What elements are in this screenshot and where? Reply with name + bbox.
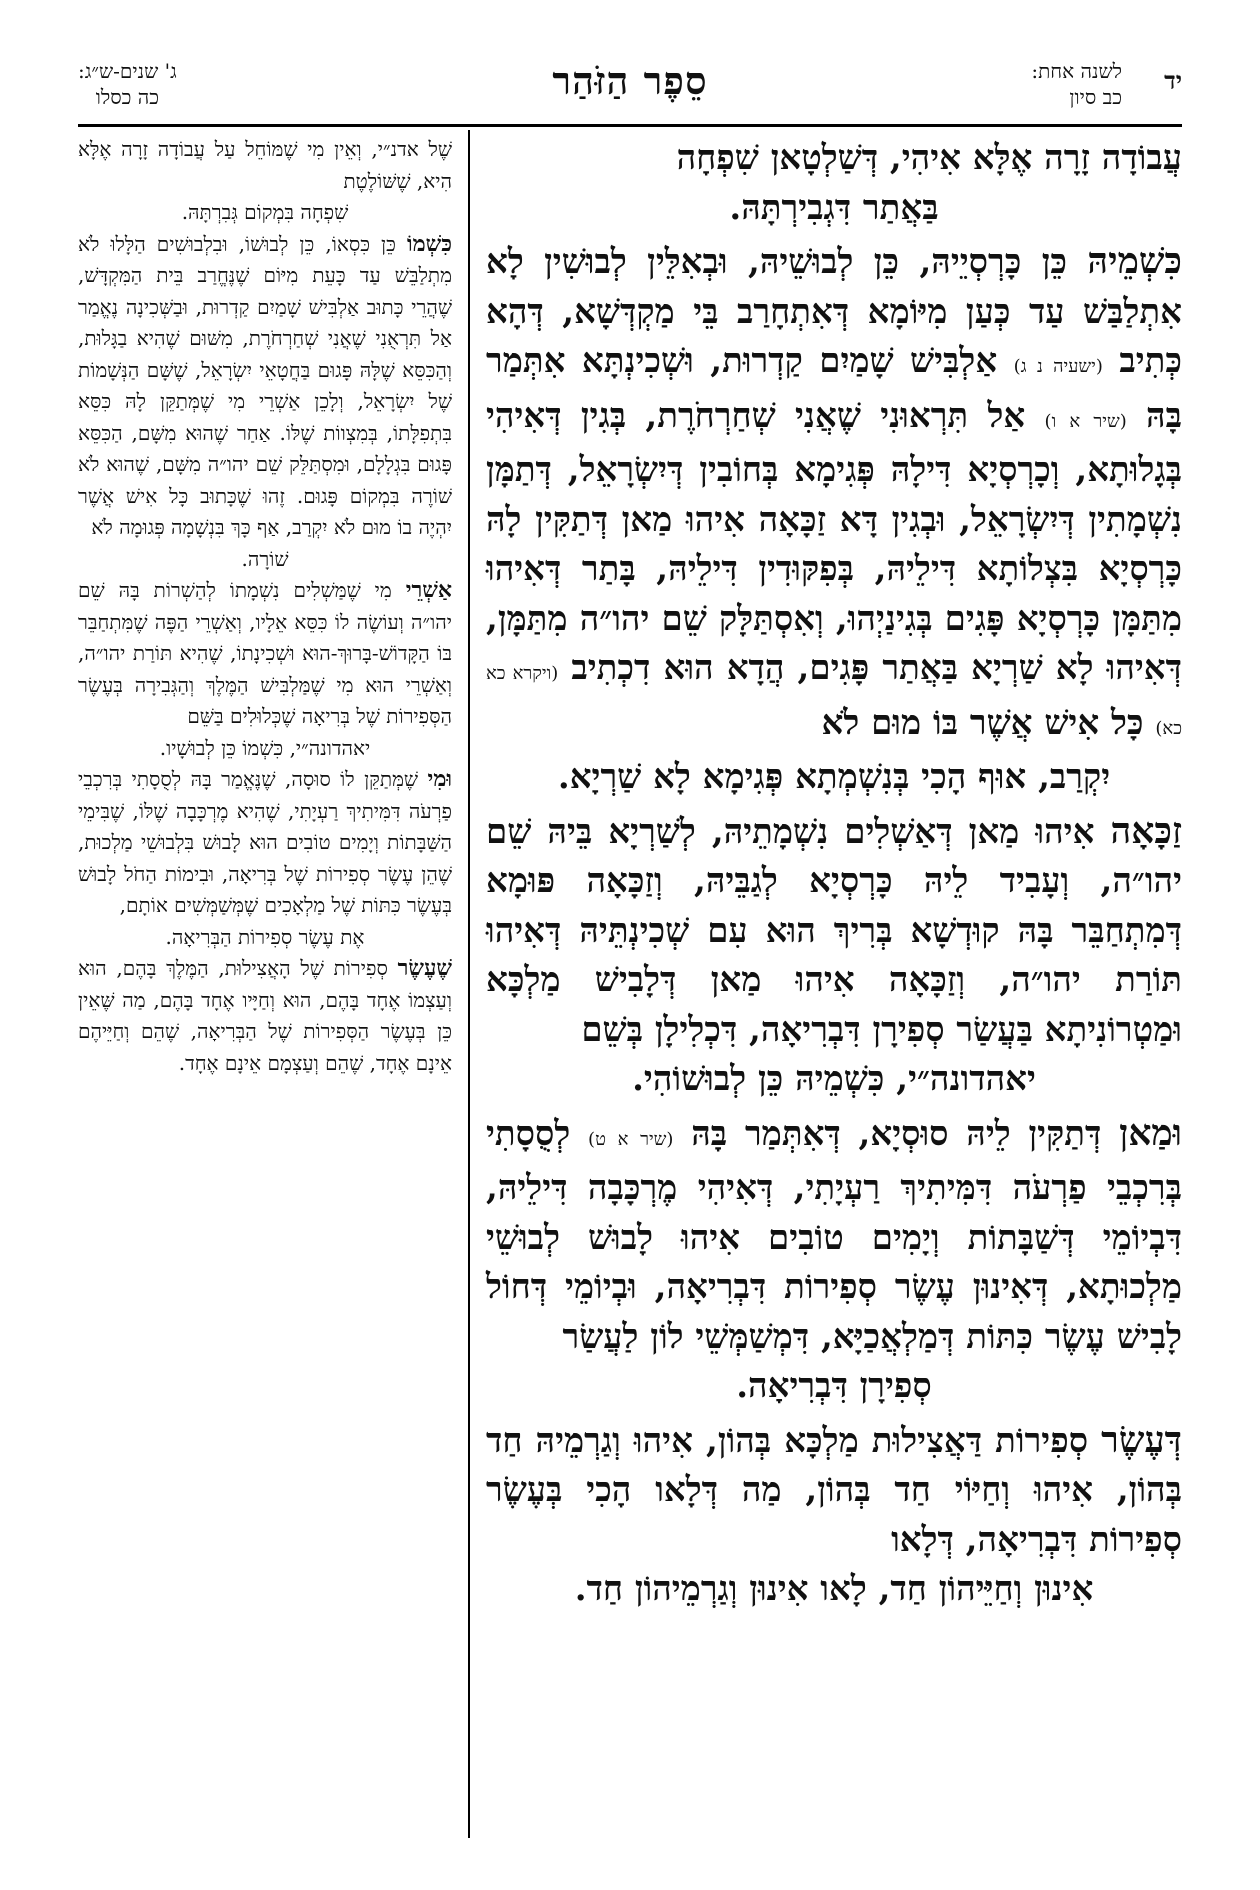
paragraph-text: דְּתַקִּין לֵיהּ סוּסְיָא, דְּאִתְּמַר בָּהּ: [691, 1113, 1102, 1154]
paragraph-text: שֶׁל אדנ״י, וְאֵין מִי שֶׁמּוֹחֵל עַל עֲבוֹדָה זָרָה אֶלָּא הִיא, שֶׁשּׁוֹלֶטֶת: [78, 137, 452, 193]
header-rule: [78, 124, 1182, 127]
paragraph-text: אִיהוּ מַאן דְּאַשְׁלִים נִשְׁמָתֵיהּ, לְשַׁרְיָא בֵּיהּ שֵׁם יהו״ה, וְעָבִיד לֵיהּ כָּרְסְיָא לְגַבֵּיהּ, וְזַכָּאָה פּוּמָא דְּמִתְחַבֵּר בָּהּ קוּדְשָׁא בְּרִיךְ הוּא עִם שְׁכִינְתֵּיהּ דְּאִיהוּ תּוֹרַת יהו״ה, וְזַכָּאָה אִיהוּ מַאן דְּלָבִישׁ מַלְכָּא וּמַטְרוֹנִיתָא בַּעֲשַׂר סְפִירָן דִּבְרִיאָה, דִּכְלִילָן בְּשֵׁם: [486, 811, 1182, 1050]
paragraph-text: סְפִירוֹת דַּאֲצִילוּת מַלְכָּא בְּהוֹן, אִיהוּ וְגַרְמֵיהּ חַד בְּהוֹן, אִיהוּ וְחַיּוֹי חַד בְּהוֹן, מַה דְּלָאו הָכִי בְּעֶשֶׂר סְפִירוֹת דִּבְרִיאָה, דְּלָאו: [486, 1420, 1182, 1560]
main-paragraph: [486, 134, 1182, 233]
paragraph-text: סְפִירוֹת שֶׁל הָאֲצִילוּת, הַמֶּלֶךְ בָּהֶם, הוּא וְעַצְמוֹ אֶחָד בָּהֶם, הוּא וְחַיָּיו אֶחָד בָּהֶם, מַה שֶּׁאֵין כֵּן בְּעֶשֶׂר הַסְּפִירוֹת שֶׁל הַבְּרִיאָה, שֶׁהֵם וְחַיֵּיהֶם אֵינָם אֶחָד, שֶׁהֵם וְעַצְמָם אֵינָם אֶחָד.: [78, 956, 452, 1075]
paragraph-last-line: שִׁפְחָה בִּמְקוֹם גְּבִרְתָּהּ.: [181, 200, 349, 224]
paragraph-text: עֲבוֹדָה זָרָה אֶלָּא אִיהִי, דְּשַׁלְטָאן שִׁפְחָה: [676, 138, 1182, 178]
main-paragraph: [486, 1416, 1182, 1615]
lead-word: אַשְׁרֵי: [405, 577, 453, 603]
paragraph-last-line: אֶת עֶשֶׂר סְפִירוֹת הַבְּרִיאָה.: [165, 924, 365, 949]
paragraph-last-line: יאהדונה״י, כִּשְׁמֵיהּ כֵּן לְבוּשׁוֹהִי.: [632, 1059, 1036, 1099]
paragraph-text: לְסֻסָתִי בְּרִכְבֵי פַרְעֹה דִּמִּיתִיךְ רַעְיָתִי, דְּאִיהִי מֶרְכָּבָה דִּילֵיהּ, דִּבְיוֹמֵי דְּשַׁבָּתוֹת וְיָמִים טוֹבִים אִיהוּ לָבוּשׁ לְבוּשֵׁי מַלְכוּתָא, דְּאִינוּן עֶשֶׂר סְפִירוֹת דִּבְרִיאָה, וּבְיוֹמֵי דְּחוֹל לָבִישׁ עֶשֶׂר כִּתּוֹת דְּמַלְאֲכַיָּא, דִּמְשַׁמְּשֵׁי לוֹן לַעֲשַׂר: [486, 1113, 1182, 1357]
paragraph-last-line: שׁוֹרָה.: [241, 546, 289, 571]
main-paragraph: [486, 1109, 1182, 1412]
page-header: [78, 52, 1182, 122]
schedule-date: כה כסלו: [95, 85, 159, 109]
translation-paragraph: [78, 764, 452, 953]
translation-paragraph: [78, 953, 452, 1079]
translation-paragraph: [78, 229, 452, 576]
schedule-label: ג' שנים-ש״ג:: [78, 59, 177, 83]
paragraph-last-line: סְפִירָן דִּבְרִיאָה.: [736, 1366, 932, 1406]
lead-word: דְּעֶשֶׂר: [1101, 1418, 1182, 1461]
lead-word: שֶׁעֶשֶׂר: [397, 955, 452, 981]
page-number: יד: [1164, 66, 1182, 95]
paragraph-text: כָּל אִישׁ אֲשֶׁר בּוֹ מוּם לֹא: [821, 702, 1144, 743]
book-title: סֵפֶר הַזֹּהַר: [552, 58, 708, 103]
translation-paragraph: [78, 134, 452, 229]
paragraph-last-line: יִקְרַב, אוּף הָכִי בְּנִשְׁמְתָא פְּגִימָא לָא שַׁרְיָא.: [557, 757, 1111, 797]
paragraph-text: כֵּן כָּרְסְיֵיהּ, כֵּן לְבוּשֵׁיהּ, וּבְאִלֵּין לְבוּשִׁין לָא אִתְלַבַּשׁ עַד כְּעַן מִיּוֹמָא דְּאִתְחָרַב בֵּי מַקְדְּשָׁא, דְּהָא כְּתִיב: [486, 242, 1183, 381]
main-paragraph: [486, 237, 1182, 803]
main-paragraph: [486, 807, 1182, 1105]
translation-column: [78, 134, 452, 1079]
lead-word: זַכָּאָה: [1110, 809, 1182, 852]
scripture-reference: (ויקרא כא כא): [486, 663, 1182, 739]
paragraph-text: כֵּן כִּסְאוֹ, כֵּן לְבוּשׁוֹ, וּבִלְבוּשִׁים הַלָּלוּ לֹא מִתְלַבֵּשׁ עַד כָּעֵת מִיּוֹם שֶׁנֶּחֱרַב בֵּית הַמִּקְדָּשׁ, שֶׁהֲרֵי כָּתוּב אַלְבִּישׁ שָׁמַיִם קַדְרוּת, וּבַשְּׁכִינָה נֶאֱמַר אַל תִּרְאֻנִי שֶׁאֲנִי שְׁחַרְחֹרֶת, מִשּׁוּם שֶׁהִיא בַגָּלוּת, וְהַכִּסֵּא שֶׁלָּהּ פָּגוּם בַּחֲטָאֵי יִשְׂרָאֵל, שֶׁשָּׁם הַנְּשָׁמוֹת שֶׁל יִשְׂרָאֵל, וְלָכֵן אַשְׁרֵי מִי שֶׁמְּתַקֵּן לָהּ כִּסֵּא בִּתְפִלָּתוֹ, בְּמִצְווֹת שֶׁלּוֹ. אַחַר שֶׁהוּא מִשָּׁם, הַכִּסֵּא פָּגוּם בִּגְלָלָם, וּמִסְתַּלֵּק שֵׁם יהו״ה מִשָּׁם, שֶׁהוּא לֹא שׁוֹרֶה בִּמְקוֹם פָּגוּם. זֶהוּ שֶׁכָּתוּב כָּל אִישׁ אֲשֶׁר יִהְיֶה בוֹ מוּם לֹא יִקְרַב, אַף כָּךְ בִּנְשָׁמָה פְּגוּמָה לֹא: [78, 231, 452, 539]
paragraph-text: שֶׁמְּתַקֵּן לוֹ סוּסָה, שֶׁנֶּאֱמַר בָּהּ לְסֻסָתִי בְּרִכְבֵי פַרְעֹה דִּמִּיתִיךְ רַעְיָתִי, שֶׁהִיא מֶרְכָּבָה שֶׁלּוֹ, שֶׁבִּימֵי הַשַּׁבָּתוֹת וְיָמִים טוֹבִים הוּא לָבוּשׁ בִּלְבוּשֵׁי מַלְכוּת, שֶׁהֵן עֶשֶׂר סְפִירוֹת שֶׁל בְּרִיאָה, וּבִימוֹת הַחֹל לָבוּשׁ בְּעֶשֶׂר כִּתּוֹת שֶׁל מַלְאָכִים שֶׁמְּשַׁמְּשִׁים אוֹתָם,: [78, 767, 452, 917]
scripture-reference: (ישעיה נ ג): [1013, 356, 1103, 377]
main-text-column: [486, 134, 1182, 1619]
paragraph-text: אַל תִּרְאוּנִי שֶׁאֲנִי שְׁחַרְחֹרֶת, בְּגִין דְּאִיהִי בְּגָלוּתָא, וְכָרְסְיָא דִּילָהּ פְּגִימָא בְּחוֹבִין דְּיִשְׂרָאֵל, דְּתַמָּן נִשְׁמָתִין דְּיִשְׂרָאֵל, וּבְגִין דָּא זַכָּאָה אִיהוּ מַאן דְּתַקִּין לָהּ כָּרְסְיָא בִּצְלוֹתָא דִּילֵיהּ, בְּפִקּוּדִין דִּילֵיהּ, בָּתַר דְּאִיהוּ מִתַּמָּן כָּרְסְיָא פָּגִים בְּגִינַיְהוּ, וְאִסְתַּלָּק שֵׁם יהו״ה מִתַּמָּן, דְּאִיהוּ לָא שַׁרְיָא בַּאֲתַר פָּגִים, הֲדָא הוּא דִכְתִיב: [486, 395, 1182, 688]
scripture-reference: (שיר א ו): [1044, 410, 1127, 432]
scripture-reference: (שיר א ט): [588, 1128, 674, 1150]
paragraph-last-line: אִינוּן וְחַיֵּיהוֹן חַד, לָאו אִינוּן וְגַרְמֵיהוֹן חַד.: [574, 1569, 1094, 1609]
lead-word: כִּשְׁמֵיהּ: [1087, 240, 1182, 282]
paragraph-last-line: יאהדונה״י, כִּשְׁמוֹ כֵּן לְבוּשָׁיו.: [159, 735, 371, 760]
daily-schedule-three-years: [78, 58, 177, 110]
lead-word: כִּשְׁמוֹ: [407, 230, 452, 257]
lead-word: וּמִי: [427, 766, 452, 792]
column-divider: [468, 130, 470, 1838]
lead-word: וּמַאן: [1119, 1111, 1182, 1154]
paragraph-text: מִי שֶׁמַּשְׁלִים נִשְׁמָתוֹ לְהַשְׁרוֹת בָּהּ שֵׁם יהו״ה וְעוֹשֶׂה לוֹ כִּסֵּא אֵלָיו, וְאַשְׁרֵי הַפֶּה שֶׁמִּתְחַבֵּר בּוֹ הַקָּדוֹשׁ-בָּרוּךְ-הוּא וּשְׁכִינָתוֹ, שֶׁהִיא תּוֹרַת יהו״ה, וְאַשְׁרֵי הוּא מִי שֶׁמַּלְבִּישׁ הַמֶּלֶךְ וְהַגְּבִירָה בְּעֶשֶׂר הַסְּפִירוֹת שֶׁל בְּרִיאָה שֶׁכְּלוּלִים בַּשֵּׁם: [78, 578, 452, 728]
translation-paragraph: [78, 575, 452, 764]
schedule-label: לשנה אחת:: [1031, 59, 1122, 83]
schedule-date: כב סיון: [1069, 85, 1122, 109]
paragraph-last-line: בַּאֲתַר דִּגְבִירְתָּהּ.: [729, 187, 939, 228]
paragraph-text: אַלְבִּישׁ שָׁמַיִם קַדְרוּת, וּשְׁכִינְתָּא אִתְּמַר בָּהּ: [486, 341, 1182, 436]
